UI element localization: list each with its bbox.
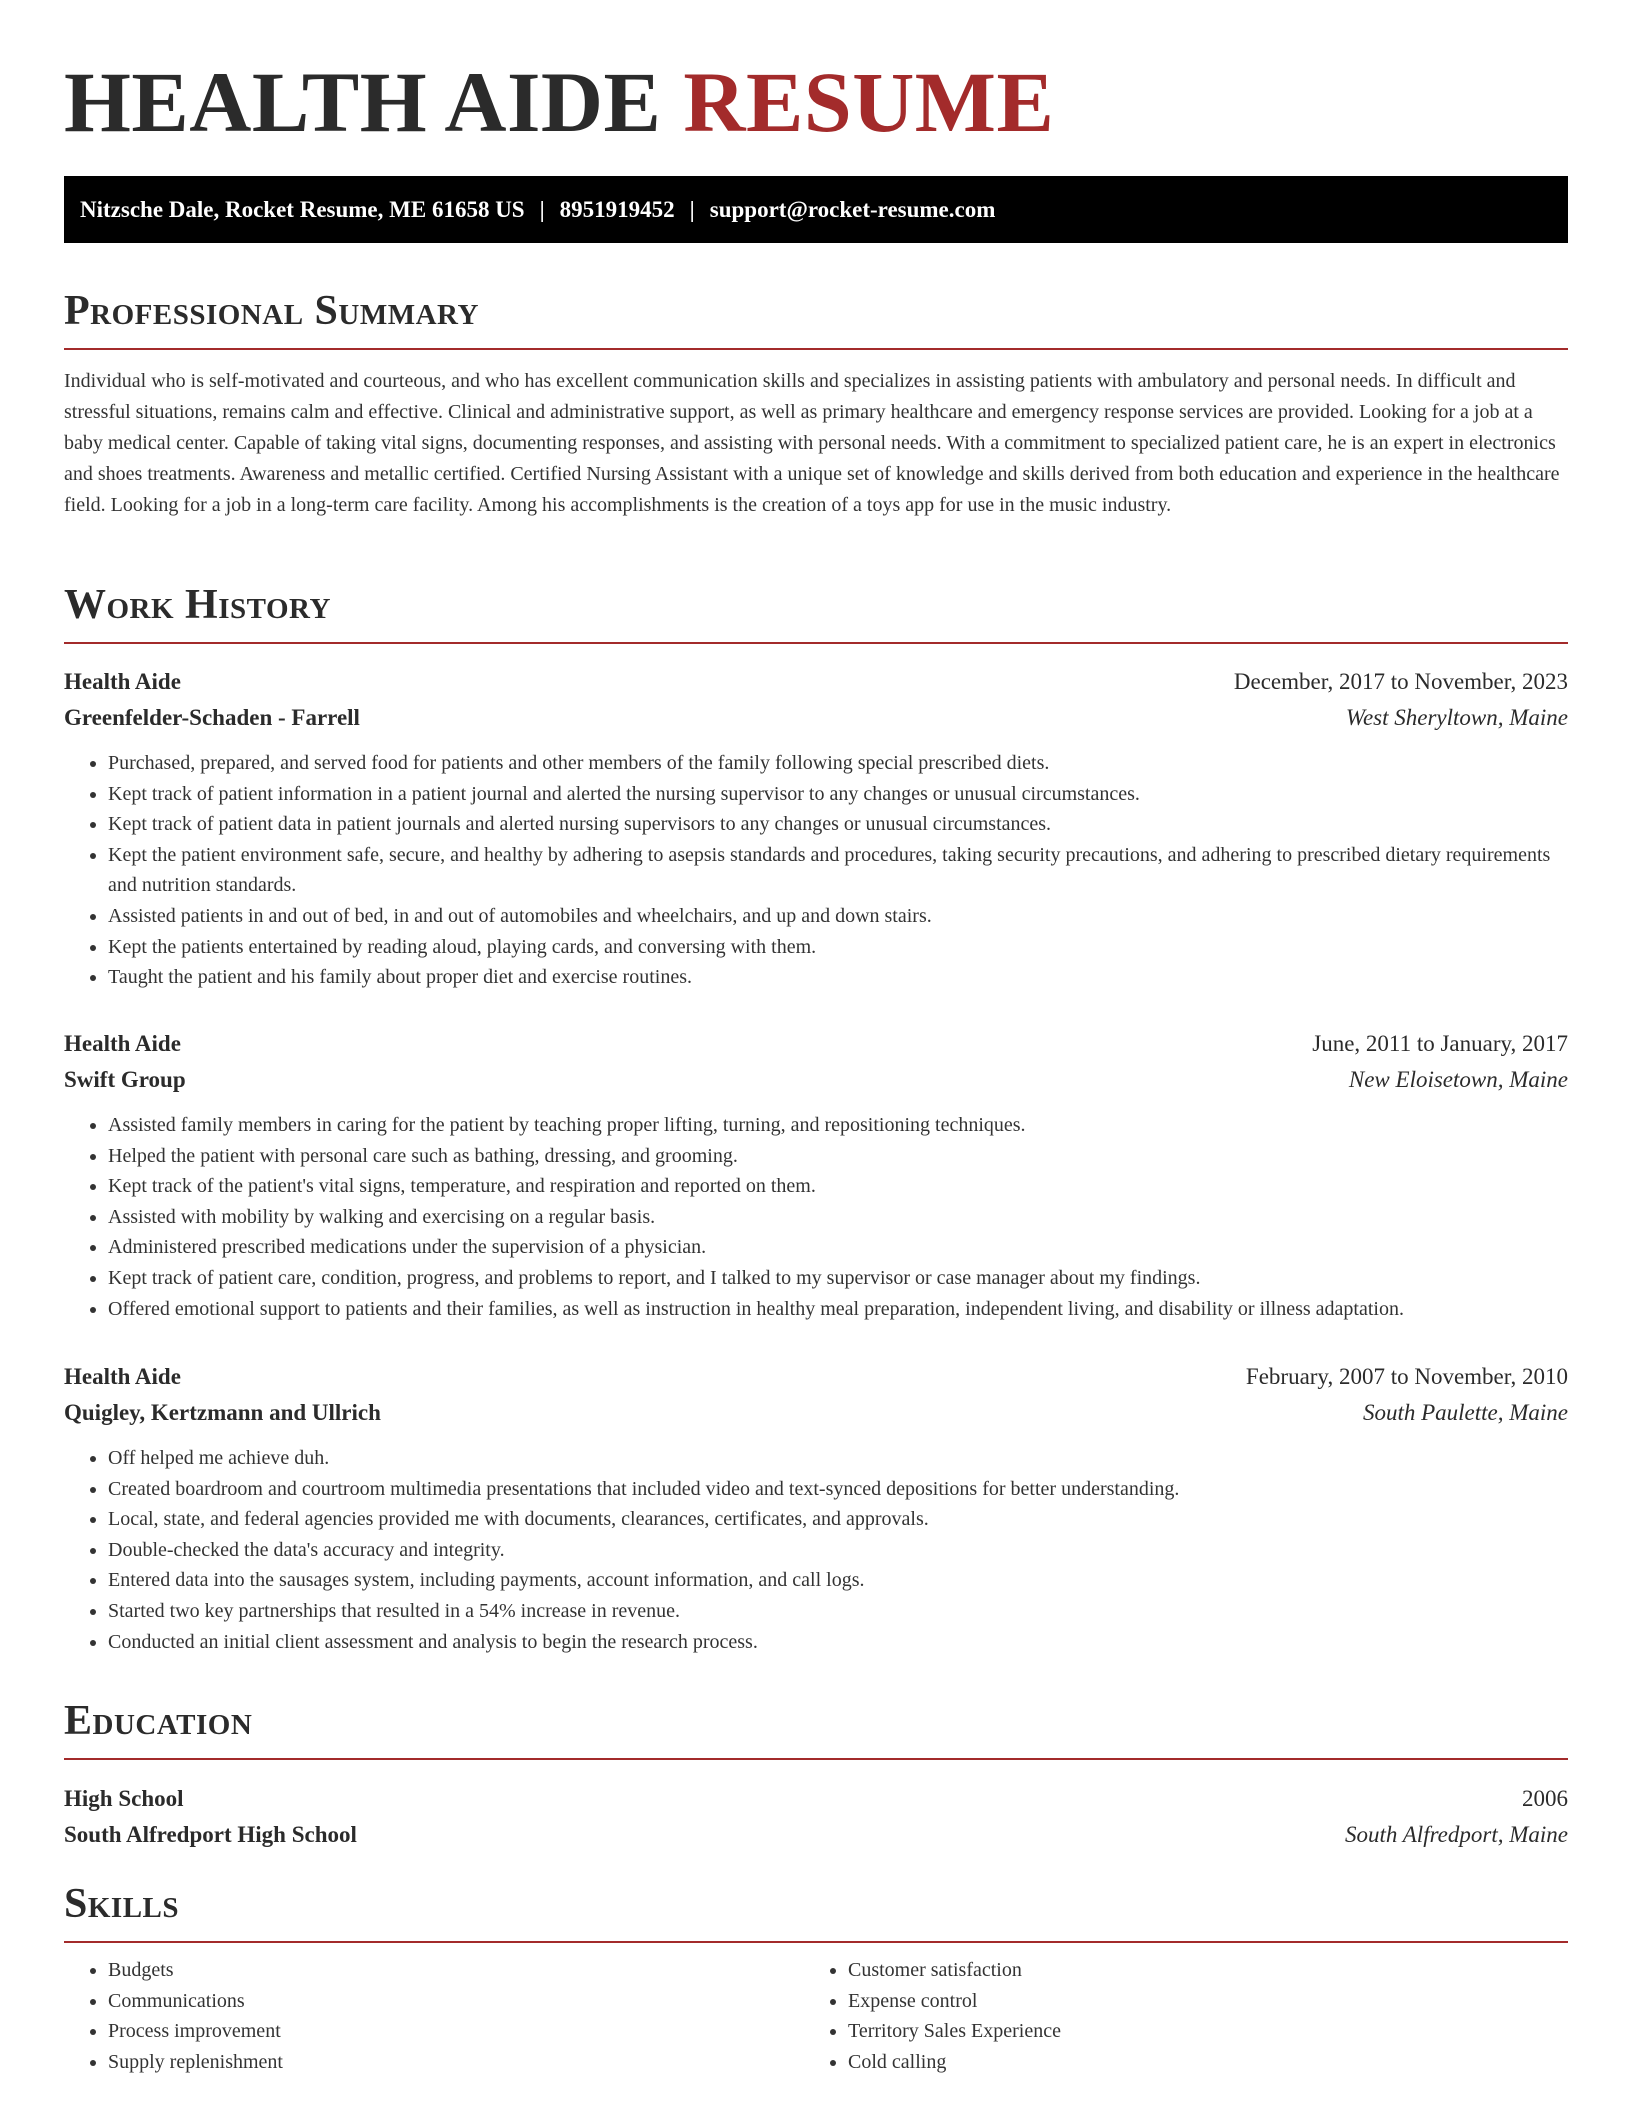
job-bullets <box>64 748 1568 993</box>
job-bullet: • Kept the patient environment safe, secure, and healthy by adhering to asepsis standards and procedures, taking security precautions, and adhering to prescribed dietary requirements and nutrition standards. <box>108 840 1568 901</box>
skills-columns <box>64 1955 1568 2077</box>
job-bullet: • Created boardroom and courtroom multimedia presentations that included video and text-synced depositions for better understanding. <box>108 1474 1568 1505</box>
job-header <box>64 1026 1568 1062</box>
job-bullets <box>64 1110 1568 1324</box>
contact-phone: 8951919452 <box>559 197 675 222</box>
job-location: South Paulette, Maine <box>1362 1400 1568 1425</box>
job-bullet: • Administered prescribed medications under the supervision of a physician. <box>108 1232 1568 1263</box>
job-bullet: • Kept the patients entertained by reading aloud, playing cards, and conversing with them. <box>108 932 1568 963</box>
job-company: Quigley, Kertzmann and Ullrich <box>64 1400 381 1425</box>
skill-item: • Expense control <box>848 1986 1544 2017</box>
job-title: Health Aide <box>64 669 181 694</box>
section-divider <box>64 642 1568 644</box>
skills-left-list <box>64 1955 804 2077</box>
job-entry <box>64 1359 1568 1657</box>
job-subheader <box>64 1062 1568 1098</box>
job-bullet: • Off helped me achieve duh. <box>108 1443 1568 1474</box>
job-dates: June, 2011 to January, 2017 <box>1312 1031 1568 1056</box>
education-school: South Alfredport High School <box>64 1822 357 1847</box>
education-header <box>64 1781 1568 1817</box>
job-bullet: • Entered data into the sausages system, including payments, account information, and call logs. <box>108 1565 1568 1596</box>
skills-right-list <box>804 1955 1544 2077</box>
education-year: 2006 <box>1522 1786 1568 1811</box>
title-accent: RESUME <box>683 54 1055 150</box>
job-bullet: • Purchased, prepared, and served food for patients and other members of the family following special prescribed diets. <box>108 748 1568 779</box>
skill-item: • Communications <box>108 1986 804 2017</box>
contact-address: Nitzsche Dale, Rocket Resume, ME 61658 US <box>80 197 525 222</box>
education-location: South Alfredport, Maine <box>1345 1822 1568 1847</box>
skill-item: • Budgets <box>108 1955 804 1986</box>
job-bullet: • Assisted with mobility by walking and exercising on a regular basis. <box>108 1202 1568 1233</box>
job-dates: February, 2007 to November, 2010 <box>1245 1364 1568 1389</box>
job-bullet: • Assisted patients in and out of bed, in and out of automobiles and wheelchairs, and up and down stairs. <box>108 901 1568 932</box>
contact-separator: | <box>689 197 695 222</box>
job-entry <box>64 664 1568 993</box>
job-header <box>64 664 1568 700</box>
education-section <box>64 1696 1568 1760</box>
summary-heading: Professional Summary <box>64 288 479 334</box>
work-history-heading: Work History <box>64 582 331 628</box>
job-subheader <box>64 1395 1568 1431</box>
work-history-section <box>64 580 1568 644</box>
job-bullet: • Conducted an initial client assessment and analysis to begin the research process. <box>108 1627 1568 1658</box>
job-bullet: • Local, state, and federal agencies provided me with documents, clearances, certificates, and approvals. <box>108 1504 1568 1535</box>
job-bullet: • Started two key partnerships that resulted in a 54% increase in revenue. <box>108 1596 1568 1627</box>
job-header <box>64 1359 1568 1395</box>
job-title: Health Aide <box>64 1031 181 1056</box>
education-entry <box>64 1781 1568 1853</box>
job-entry <box>64 1026 1568 1324</box>
education-heading: Education <box>64 1698 253 1744</box>
skill-item: • Cold calling <box>848 2047 1544 2078</box>
job-bullet: • Taught the patient and his family about proper diet and exercise routines. <box>108 962 1568 993</box>
contact-bar <box>64 176 1568 243</box>
education-subheader <box>64 1817 1568 1853</box>
skills-heading: Skills <box>64 1881 180 1927</box>
job-company: Greenfelder-Schaden - Farrell <box>64 705 360 730</box>
job-bullet: • Double-checked the data's accuracy and integrity. <box>108 1535 1568 1566</box>
job-bullet: • Assisted family members in caring for the patient by teaching proper lifting, turning, and repositioning techniques. <box>108 1110 1568 1141</box>
job-bullet: • Offered emotional support to patients and their families, as well as instruction in healthy meal preparation, independent living, and disability or illness adaptation. <box>108 1294 1568 1325</box>
job-subheader <box>64 700 1568 736</box>
job-location: New Eloisetown, Maine <box>1348 1067 1568 1092</box>
job-bullet: • Kept track of the patient's vital signs, temperature, and respiration and reported on them. <box>108 1171 1568 1202</box>
job-bullet: • Helped the patient with personal care such as bathing, dressing, and grooming. <box>108 1141 1568 1172</box>
job-company: Swift Group <box>64 1067 186 1092</box>
section-divider <box>64 1758 1568 1760</box>
job-bullets <box>64 1443 1568 1657</box>
skills-section <box>64 1879 1568 2077</box>
job-location: West Sheryltown, Maine <box>1345 705 1568 730</box>
skill-item: • Territory Sales Experience <box>848 2016 1544 2047</box>
contact-separator: | <box>539 197 545 222</box>
title-main: HEALTH AIDE <box>64 54 662 150</box>
summary-section <box>64 286 1568 521</box>
skill-item: • Process improvement <box>108 2016 804 2047</box>
section-divider <box>64 348 1568 350</box>
job-bullet: • Kept track of patient information in a patient journal and alerted the nursing supervisor to any changes or unusual circumstances. <box>108 779 1568 810</box>
skill-item: • Customer satisfaction <box>848 1955 1544 1986</box>
section-divider <box>64 1941 1568 1943</box>
job-dates: December, 2017 to November, 2023 <box>1233 669 1568 694</box>
job-bullet: • Kept track of patient data in patient journals and alerted nursing supervisors to any changes or unusual circumstances. <box>108 809 1568 840</box>
contact-email: support@rocket-resume.com <box>709 197 996 222</box>
resume-title <box>64 52 1054 152</box>
summary-text: Individual who is self-motivated and courteous, and who has excellent communication skills and specializes in assisting patients with ambulatory and personal needs. In difficult and stressful situations, remains calm and effective. Clinical and administrative support, as well as primary healthcare and emergency response services are provided. Looking for a job at a baby medical center. Capable of taking vital signs, documenting responses, and assisting with personal needs. With a commitment to specialized patient care, he is an expert in electronics and shoes treatments. Awareness and metallic certified. Certified Nursing Assistant with a unique set of knowledge and skills derived from both education and experience in the healthcare field. Looking for a job in a long-term care facility. Among his accomplishments is the creation of a toys app for use in the music industry. <box>64 370 1560 516</box>
skill-item: • Supply replenishment <box>108 2047 804 2078</box>
job-bullet: • Kept track of patient care, condition, progress, and problems to report, and I talked to my supervisor or case manager about my findings. <box>108 1263 1568 1294</box>
education-degree: High School <box>64 1786 184 1811</box>
job-title: Health Aide <box>64 1364 181 1389</box>
